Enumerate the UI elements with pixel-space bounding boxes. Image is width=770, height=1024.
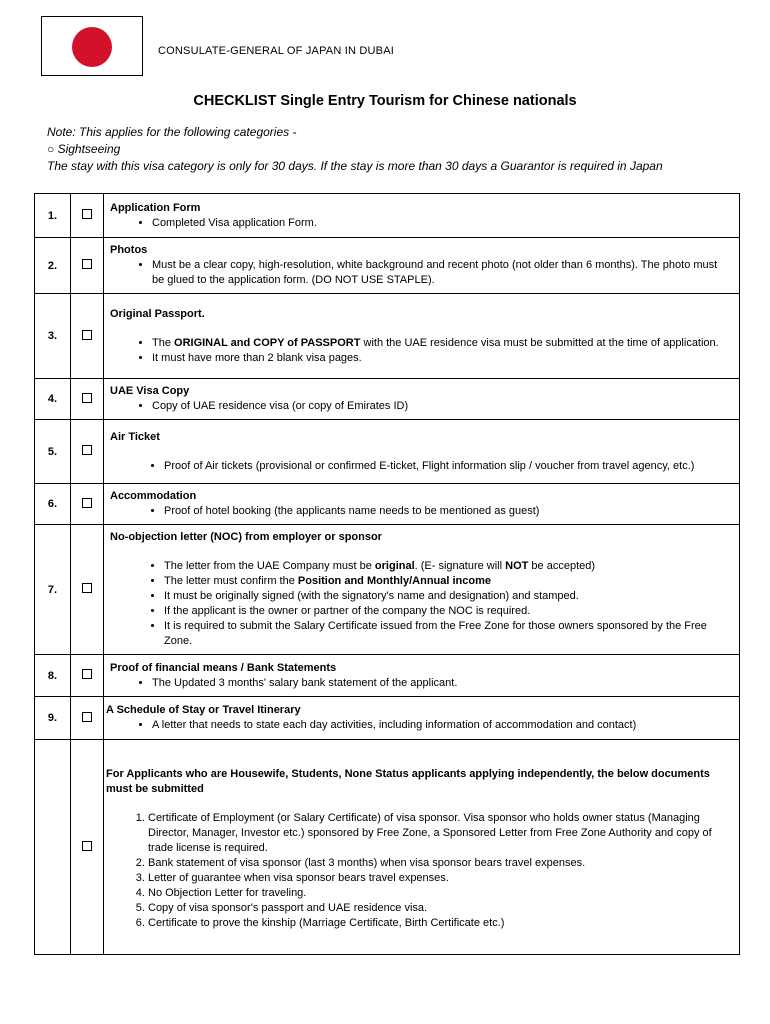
- item-content: [104, 420, 740, 484]
- item-heading: Proof of financial means / Bank Statements: [110, 661, 337, 674]
- item-number: 9.: [35, 697, 71, 740]
- list-item: • Proof of hotel booking (the applicants name needs to be mentioned as guest): [164, 504, 731, 519]
- item-content: [104, 697, 740, 740]
- list-item: • If the applicant is the owner or partner of the company the NOC is required.: [164, 604, 731, 619]
- item-heading: UAE Visa Copy: [110, 385, 190, 397]
- item-heading: Accommodation: [110, 490, 197, 502]
- item-heading: No-objection letter (NOC) from employer or sponsor: [110, 531, 382, 543]
- item-heading: Air Ticket: [110, 430, 160, 443]
- item-content: [104, 525, 740, 655]
- list-item: • Must be a clear copy, high-resolution, white background and recent photo (not older than 6 months). The photo must be glued to the application form. (DO NOT USE STAPLE).: [152, 258, 731, 288]
- list-item: • The Updated 3 months' salary bank statement of the applicant.: [152, 676, 731, 691]
- item-heading: For Applicants who are Housewife, Students, None Status applicants applying independently, the below documents must be submitted: [106, 768, 710, 795]
- table-row: [35, 655, 740, 697]
- table-row: [35, 697, 740, 740]
- table-row: [35, 484, 740, 525]
- checkbox[interactable]: [82, 669, 92, 679]
- flag-red-disc: [72, 27, 112, 67]
- list-item: • The letter must confirm the Position and Monthly/Annual income: [164, 574, 731, 589]
- checkbox[interactable]: [82, 498, 92, 508]
- list-item: 3. Letter of guarantee when visa sponsor bears travel expenses.: [148, 871, 731, 886]
- checkbox[interactable]: [82, 330, 92, 340]
- item-content: [104, 740, 740, 955]
- item-number: 3.: [35, 294, 71, 379]
- item-content: [104, 655, 740, 697]
- item-number: 4.: [35, 379, 71, 420]
- table-row: [35, 194, 740, 238]
- list-item: • It is required to submit the Salary Certificate issued from the Free Zone for those owners sponsored by the Free Zone.: [164, 619, 731, 649]
- list-item: • The letter from the UAE Company must be original. (E- signature will NOT be accepted): [164, 559, 731, 574]
- list-item: • Completed Visa application Form.: [152, 216, 731, 231]
- item-number: 1.: [35, 194, 71, 238]
- page-title: CHECKLIST Single Entry Tourism for Chinese nationals: [193, 93, 577, 109]
- item-heading: Photos: [110, 244, 148, 256]
- table-row: [35, 525, 740, 655]
- consulate-name: CONSULATE-GENERAL OF JAPAN IN DUBAI: [158, 45, 395, 57]
- list-item: 1. Certificate of Employment (or Salary Certificate) of visa sponsor. Visa sponsor who holds owner status (Managing Director, Manager, Investor etc.) sponsored by Free Zone, a Sponsored Letter from Free Zone Authority and copy of trade license is required.: [148, 811, 731, 856]
- list-item: 6. Certificate to prove the kinship (Marriage Certificate, Birth Certificate etc.): [148, 916, 731, 931]
- item-number: 8.: [35, 655, 71, 697]
- checkbox[interactable]: [82, 445, 92, 455]
- item-number: 2.: [35, 238, 71, 294]
- list-item: • It must be originally signed (with the signatory's name and designation) and stamped.: [164, 589, 731, 604]
- list-item: • The ORIGINAL and COPY of PASSPORT with the UAE residence visa must be submitted at the time of application.: [152, 336, 731, 351]
- note-line-1: Note: This applies for the following categories -: [47, 125, 297, 139]
- item-content: [104, 238, 740, 294]
- list-item: 5. Copy of visa sponsor's passport and UAE residence visa.: [148, 901, 731, 916]
- list-item: • Proof of Air tickets (provisional or confirmed E-ticket, Flight information slip / voucher from travel agency, etc.): [164, 459, 731, 474]
- list-item: • A letter that needs to state each day activities, including information of accommodation and contact): [152, 718, 731, 733]
- checkbox[interactable]: [82, 841, 92, 851]
- item-number: 6.: [35, 484, 71, 525]
- list-item: 2. Bank statement of visa sponsor (last 3 months) when visa sponsor bears travel expenses.: [148, 856, 731, 871]
- checkbox[interactable]: [82, 209, 92, 219]
- item-number: 7.: [35, 525, 71, 655]
- item-heading: Original Passport.: [110, 307, 205, 320]
- table-row: [35, 379, 740, 420]
- item-heading: Application Form: [110, 201, 201, 214]
- list-item: 4. No Objection Letter for traveling.: [148, 886, 731, 901]
- table-row: [35, 420, 740, 484]
- note-block: [47, 124, 663, 175]
- note-line-2: ○ Sightseeing: [47, 142, 121, 156]
- item-content: [104, 484, 740, 525]
- table-row: [35, 740, 740, 955]
- item-content: [104, 194, 740, 238]
- checkbox[interactable]: [82, 583, 92, 593]
- item-content: [104, 294, 740, 379]
- note-line-3: The stay with this visa category is only for 30 days. If the stay is more than 30 days a Guarantor is required in Japan: [47, 159, 663, 173]
- item-heading: A Schedule of Stay or Travel Itinerary: [106, 704, 301, 716]
- checkbox[interactable]: [82, 712, 92, 722]
- list-item: • It must have more than 2 blank visa pages.: [152, 351, 731, 366]
- table-row: [35, 294, 740, 379]
- checkbox[interactable]: [82, 259, 92, 269]
- item-number: [35, 740, 71, 955]
- japan-flag: [41, 16, 143, 76]
- table-row: [35, 238, 740, 294]
- item-content: [104, 379, 740, 420]
- item-number: 5.: [35, 420, 71, 484]
- list-item: • Copy of UAE residence visa (or copy of Emirates ID): [152, 399, 731, 414]
- checklist-table: [34, 193, 740, 955]
- checkbox[interactable]: [82, 393, 92, 403]
